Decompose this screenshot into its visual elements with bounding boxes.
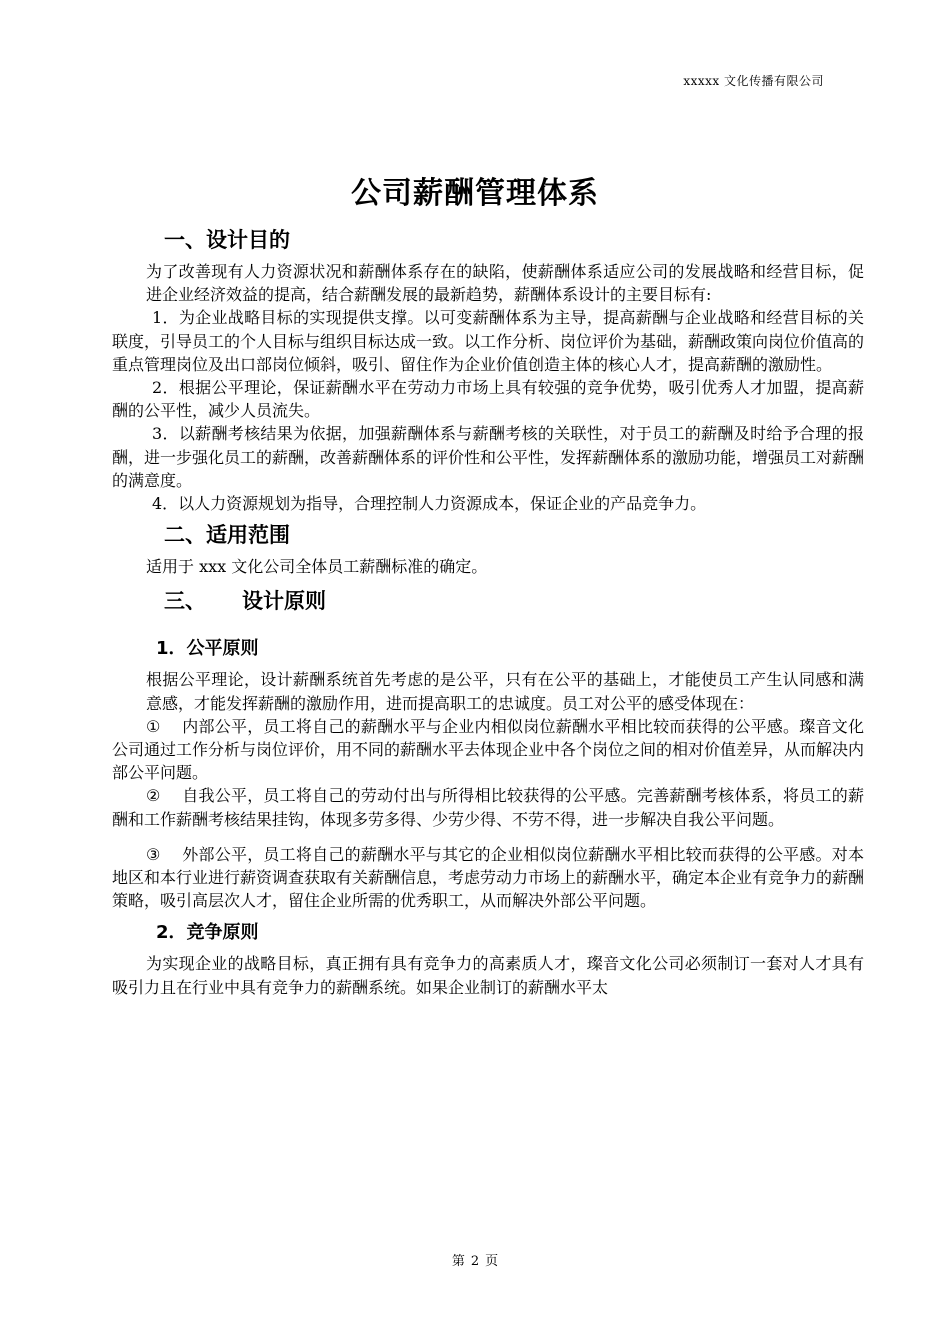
purpose-item-4: 4．以人力资源规划为指导，合理控制人力资源成本，保证企业的产品竞争力。 bbox=[152, 494, 707, 514]
scope-paragraph: 适用于 xxx 文化公司全体员工薪酬标准的确定。 bbox=[146, 557, 488, 577]
purpose-item-2: 2．根据公平理论，保证薪酬水平在劳动力市场上具有较强的竞争优势，吸引优秀人才加盟，提高薪酬的公平性，减少人员流失。 bbox=[112, 378, 864, 421]
document-title: 公司薪酬管理体系 bbox=[351, 176, 599, 211]
circled-number-1: ① bbox=[146, 716, 161, 736]
purpose-item-3: 3．以薪酬考核结果为依据，加强薪酬体系与薪酬考核的关联性，对于员工的薪酬及时给予合理的报酬，进一步强化员工的薪酬，改善薪酬体系的评价性和公平性，发挥薪酬体系的激励功能，增强员工对薪酬的满意度。 bbox=[112, 424, 865, 490]
footer-prefix: 第 bbox=[451, 1254, 465, 1269]
subheading-fairness-principle: 1．公平原则 bbox=[156, 638, 259, 660]
fairness-item-self bbox=[112, 784, 864, 830]
fairness-item-external bbox=[112, 843, 864, 913]
fairness-intro-paragraph: 根据公平理论，设计薪酬系统首先考虑的是公平，只有在公平的基础上，才能使员工产生认同感和满意感，才能发挥薪酬的激励作用，进而提高职工的忠诚度。员工对公平的感受体现在： bbox=[146, 670, 864, 713]
section-heading-principles bbox=[164, 578, 864, 628]
section-heading-principles-number: 三、 bbox=[164, 589, 206, 614]
header-company-name: xxxxx 文化传播有限公司 bbox=[683, 74, 824, 88]
fairness-item-external-text: 外部公平，员工将自己的薪酬水平与其它的企业相似岗位薪酬水平相比较而获得的公平感。对本地区和本行业进行薪资调查获取有关薪酬信息，考虑劳动力市场上的薪酬水平，确定本企业有竞争力的薪酬策略，吸引高层次人才，留住企业所需的优秀职工，从而解决外部公平问题。 bbox=[112, 844, 865, 911]
purpose-intro-paragraph: 为了改善现有人力资源状况和薪酬体系存在的缺陷，使薪酬体系适应公司的发展战略和经营目标，促进企业经济效益的提高，结合薪酬发展的最新趋势，薪酬体系设计的主要目标有: bbox=[146, 262, 864, 305]
section-heading-principles-text: 设计原则 bbox=[242, 589, 326, 614]
competition-paragraph: 为实现企业的战略目标，真正拥有具有竞争力的高素质人才，璨音文化公司必须制订一套对人才具有吸引力且在行业中具有竞争力的薪酬系统。如果企业制订的薪酬水平太 bbox=[112, 954, 864, 997]
circled-number-2: ② bbox=[146, 786, 161, 806]
fairness-item-internal-text: 内部公平，员工将自己的薪酬水平与企业内相似岗位薪酬水平相比较而获得的公平感。璨音文化公司通过工作分析与岗位评价，用不同的薪酬水平去体现企业中各个岗位之间的相对价值差异，从而解决内部公平问题。 bbox=[112, 716, 865, 783]
document-body bbox=[112, 220, 864, 999]
fairness-item-self-text: 自我公平，员工将自己的劳动付出与所得相比较获得的公平感。完善薪酬考核体系，将员工的薪酬和工作薪酬考核结果挂钩，体现多劳多得、少劳少得、不劳不得，进一步解决自我公平问题。 bbox=[112, 786, 864, 829]
subheading-competition-principle: 2．竞争原则 bbox=[156, 922, 259, 944]
page-footer bbox=[0, 1250, 950, 1269]
section-heading-purpose: 一、设计目的 bbox=[164, 228, 290, 252]
section-heading-scope: 二、适用范围 bbox=[164, 523, 290, 548]
fairness-item-internal bbox=[112, 715, 864, 785]
purpose-item-1: 1．为企业战略目标的实现提供支撑。以可变薪酬体系为主导，提高薪酬与企业战略和经营目标的关联度，引导员工的个人目标与组织目标达成一致。以工作分析、岗位评价为基础，薪酬政策向岗位价值高的重点管理岗位及出口部岗位倾斜，吸引、留住作为企业价值创造主体的核心人才，提高薪酬的激励性。 bbox=[112, 308, 865, 374]
footer-suffix: 页 bbox=[485, 1254, 499, 1269]
circled-number-3: ③ bbox=[146, 844, 161, 864]
page-number: 2 bbox=[470, 1254, 480, 1269]
